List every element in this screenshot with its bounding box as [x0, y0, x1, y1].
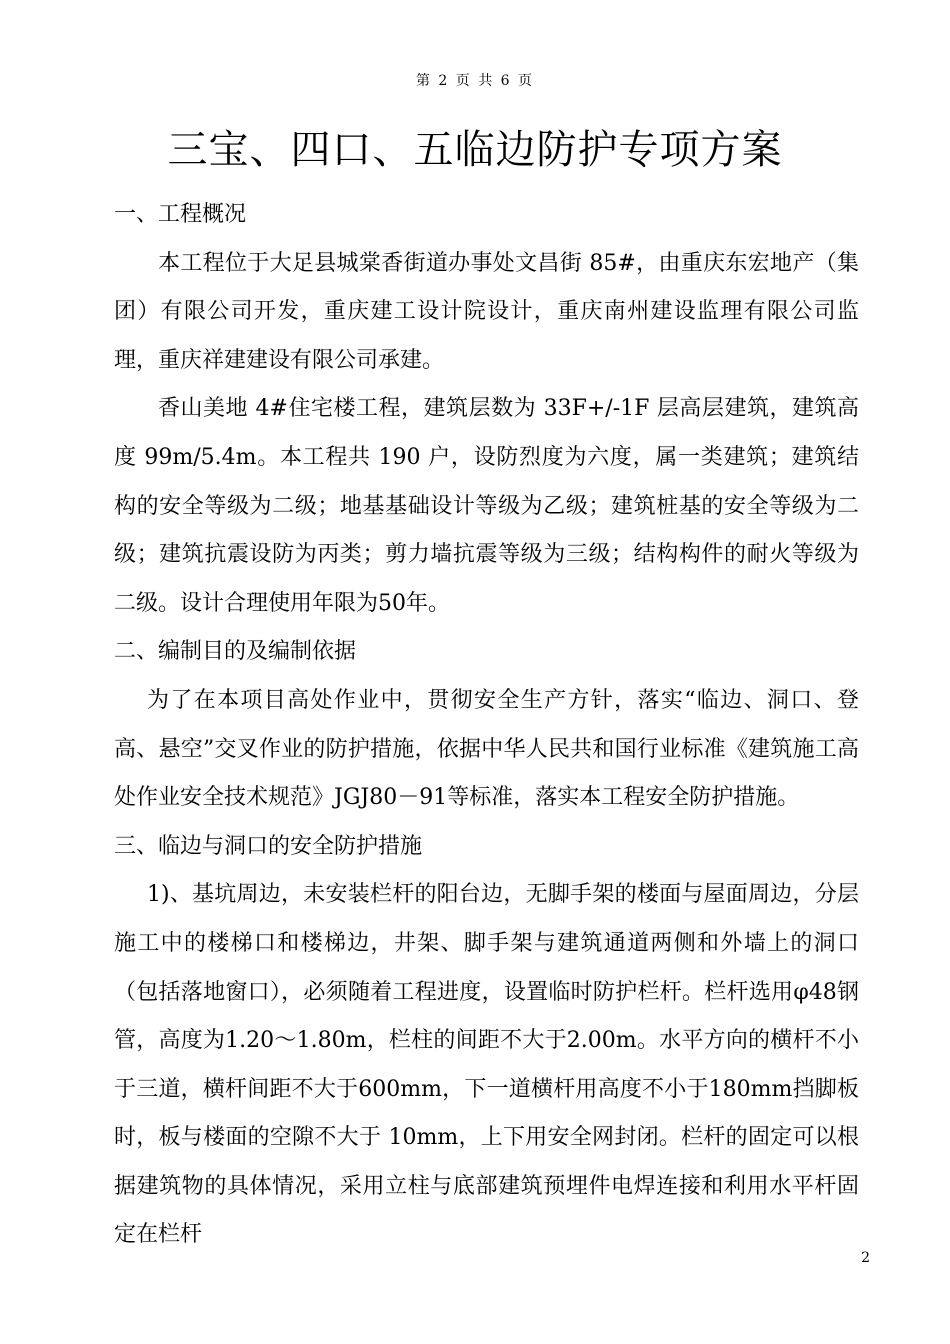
paragraph-building-specs: 香山美地 4#住宅楼工程，建筑层数为 33F+/-1F 层高层建筑，建筑高度 99m/5.4m。本工程共 190 户，设防烈度为六度，属一类建筑；建筑结构的安全等级为二级；地基基础设计等级为乙级；建筑桩基的安全等级为二级；建筑抗震设防为丙类；剪力墙抗震等级为三级；结构构件的耐火等级为二级。设计合理使用年限为50年。 [114, 396, 859, 616]
paragraph-railing-measures: 1)、基坑周边，未安装栏杆的阳台边，无脚手架的楼面与屋面周边，分层施工中的楼梯口和楼梯边，井架、脚手架与建筑通道两侧和外墙上的洞口（包括落地窗口），必须随着工程进度，设置临时防护栏杆。栏杆选用φ48钢管，高度为1.20～1.80m，栏柱的间距不大于2.00m。水平方向的横杆不小于三道，横杆间距不大于600mm，下一道横杆用高度不小于180mm挡脚板时，板与楼面的空隙不大于 10mm，上下用安全网封闭。栏杆的固定可以根据建筑物的具体情况，采用立柱与底部建筑预埋件电焊连接和利用水平杆固定在栏杆 [114, 882, 859, 1248]
document-title: 三宝、四口、五临边防护专项方案 [167, 127, 783, 173]
paragraph-project-location: 本工程位于大足县城棠香街道办事处文昌街 85#，由重庆东宏地产（集团）有限公司开发，重庆建工设计院设计，重庆南州建设监理有限公司监理，重庆祥建建设有限公司承建。 [114, 250, 859, 373]
page-number: 2 [861, 1250, 870, 1266]
document-body [114, 191, 859, 1260]
section-heading-purpose: 二、编制目的及编制依据 [114, 639, 357, 665]
paragraph-purpose-basis: 为了在本项目高处作业中，贯彻安全生产方针，落实“临边、洞口、登高、悬空”交叉作业的防护措施，依据中华人民共和国行业标准《建筑施工高处作业安全技术规范》JGJ80－91等标准，落实本工程安全防护措施。 [114, 687, 859, 811]
section-heading-overview: 一、工程概况 [114, 202, 247, 227]
page-header-indicator: 第 2 页 共 6 页 [415, 73, 535, 89]
section-heading-protection-measures: 三、临边与洞口的安全防护措施 [114, 833, 423, 859]
